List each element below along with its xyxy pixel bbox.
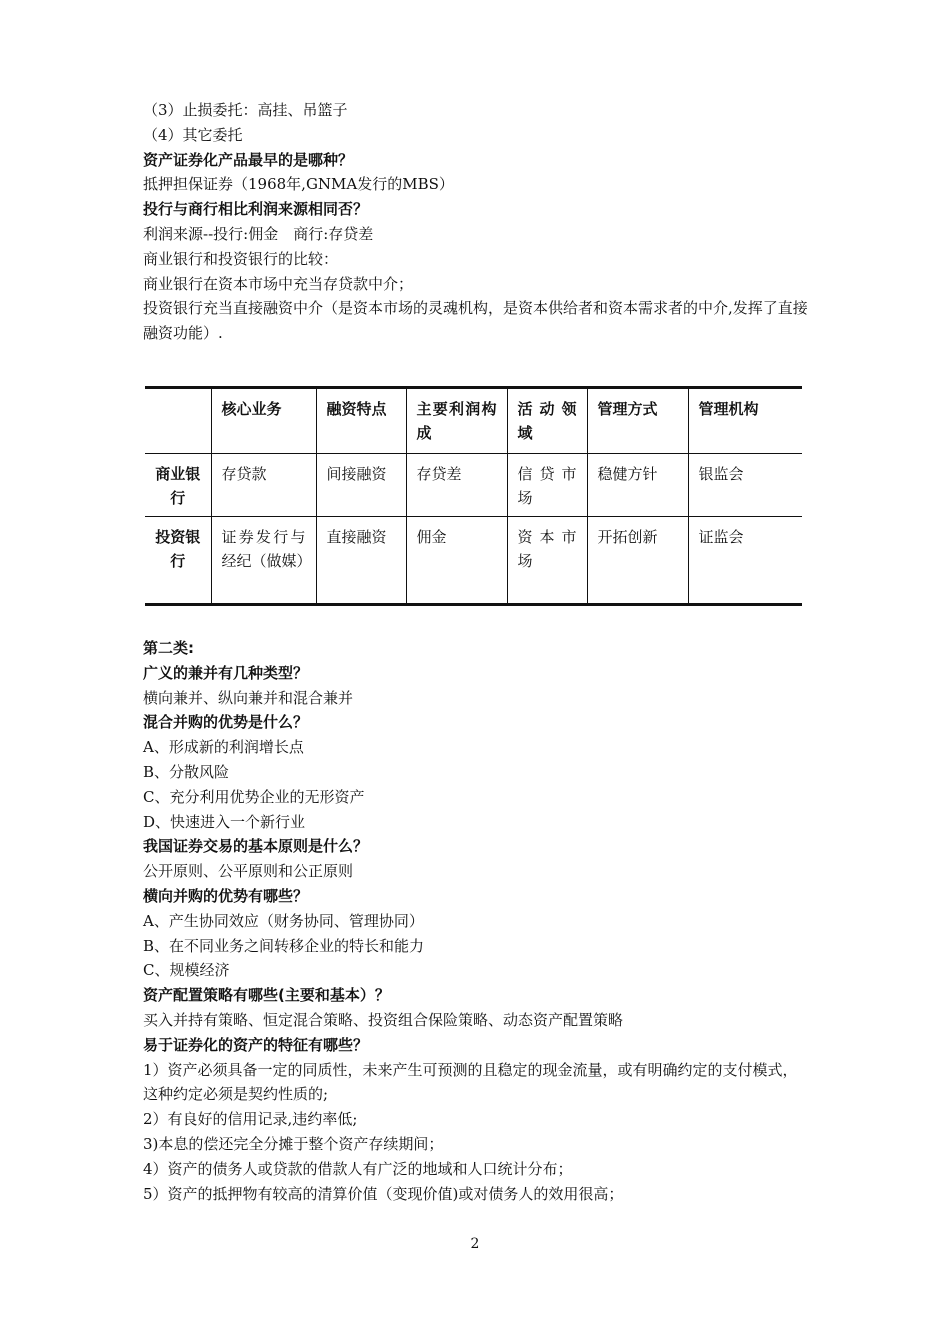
text-line: D、快速进入一个新行业: [143, 812, 306, 831]
text-line: 3)本息的偿还完全分摊于整个资产存续期间；: [143, 1134, 444, 1153]
question-heading: 我国证券交易的基本原则是什么？: [143, 837, 369, 856]
text-line: 抵押担保证券（1968年,GNMA发行的MBS）: [143, 175, 454, 194]
text-line: 4）资产的债务人或贷款的借款人有广泛的地域和人口统计分布；: [143, 1159, 573, 1178]
page-number: 2: [470, 1236, 480, 1252]
question-heading: 易于证券化的资产的特征有哪些？: [143, 1035, 369, 1054]
lower-text: [143, 636, 811, 1206]
text-line: （4）其它委托: [143, 125, 243, 144]
text-line: A、形成新的利润增长点: [143, 738, 304, 757]
text-line: 公开原则、公平原则和公正原则: [143, 862, 354, 881]
question-heading: 广义的兼并有几种类型？: [143, 663, 309, 682]
text-line: C、规模经济: [143, 961, 230, 980]
table-header-cell: 管理方式: [587, 388, 688, 454]
table-header-row: [145, 388, 802, 454]
table-cell: 信贷市场: [507, 454, 587, 517]
table-cell: 稳健方针: [587, 454, 688, 517]
text-line: 1）资产必须具备一定的同质性，未来产生可预测的且稳定的现金流量，或有明确约定的支付模式，这种约定必须是契约性质的;: [143, 1060, 798, 1104]
question-heading: 第二类:: [143, 639, 194, 657]
table-cell: 存贷款: [211, 454, 316, 517]
table-cell: 间接融资: [316, 454, 406, 517]
row-label-cell: 投资银行: [155, 528, 201, 570]
question-heading: 资产配置策略有哪些(主要和基本）？: [143, 986, 390, 1005]
text-line: 商业银行在资本市场中充当存贷款中介；: [143, 274, 414, 293]
bank-comparison-table: [145, 386, 802, 606]
table-header-cell: [145, 388, 211, 454]
upper-text: [143, 98, 811, 346]
table-header-cell: 核心业务: [211, 388, 316, 454]
text-line: 投资银行充当直接融资中介（是资本市场的灵魂机构，是资本供给者和资本需求者的中介,发挥了直接融资功能）.: [143, 299, 808, 343]
text-line: 横向兼并、纵向兼并和混合兼并: [143, 688, 354, 707]
table-header-cell: 活动领域: [507, 388, 587, 454]
table-header-cell: 管理机构: [688, 388, 802, 454]
row-label-cell: 商业银行: [155, 465, 201, 507]
text-line: 5）资产的抵押物有较高的清算价值（变现价值)或对债务人的效用很高；: [143, 1184, 624, 1203]
text-line: B、分散风险: [143, 762, 230, 781]
text-line: （3）止损委托：高挂、吊篮子: [143, 101, 348, 119]
text-line: 利润来源--投行:佣金 商行:存贷差: [143, 224, 374, 243]
table-cell: 证券发行与经纪（做媒）: [211, 517, 316, 605]
question-heading: 投行与商行相比利润来源相同否？: [143, 200, 369, 219]
text-line: 商业银行和投资银行的比较：: [143, 249, 339, 268]
table-cell: 存贷差: [406, 454, 507, 517]
table-cell: 佣金: [406, 517, 507, 605]
question-heading: 横向并购的优势有哪些？: [143, 886, 309, 905]
bank-comparison-table-block: [145, 386, 802, 606]
text-line: 2）有良好的信用记录,违约率低;: [143, 1110, 358, 1129]
text-line: A、产生协同效应（财务协同、管理协同）: [143, 911, 424, 930]
text-line: B、在不同业务之间转移企业的特长和能力: [143, 936, 425, 955]
table-cell: 开拓创新: [587, 517, 688, 605]
table-row: [145, 454, 802, 517]
table-cell: 银监会: [688, 454, 802, 517]
text-line: C、充分利用优势企业的无形资产: [143, 787, 365, 806]
table-cell: 直接融资: [316, 517, 406, 605]
table-cell: 资本市场: [507, 517, 587, 605]
question-heading: 资产证券化产品最早的是哪种？: [143, 150, 354, 169]
table-header-cell: 主要利润构成: [406, 388, 507, 454]
table-header-cell: 融资特点: [316, 388, 406, 454]
text-line: 买入并持有策略、恒定混合策略、投资组合保险策略、动态资产配置策略: [143, 1010, 624, 1029]
question-heading: 混合并购的优势是什么？: [143, 713, 309, 732]
table-cell: 证监会: [688, 517, 802, 605]
table-row: [145, 517, 802, 605]
